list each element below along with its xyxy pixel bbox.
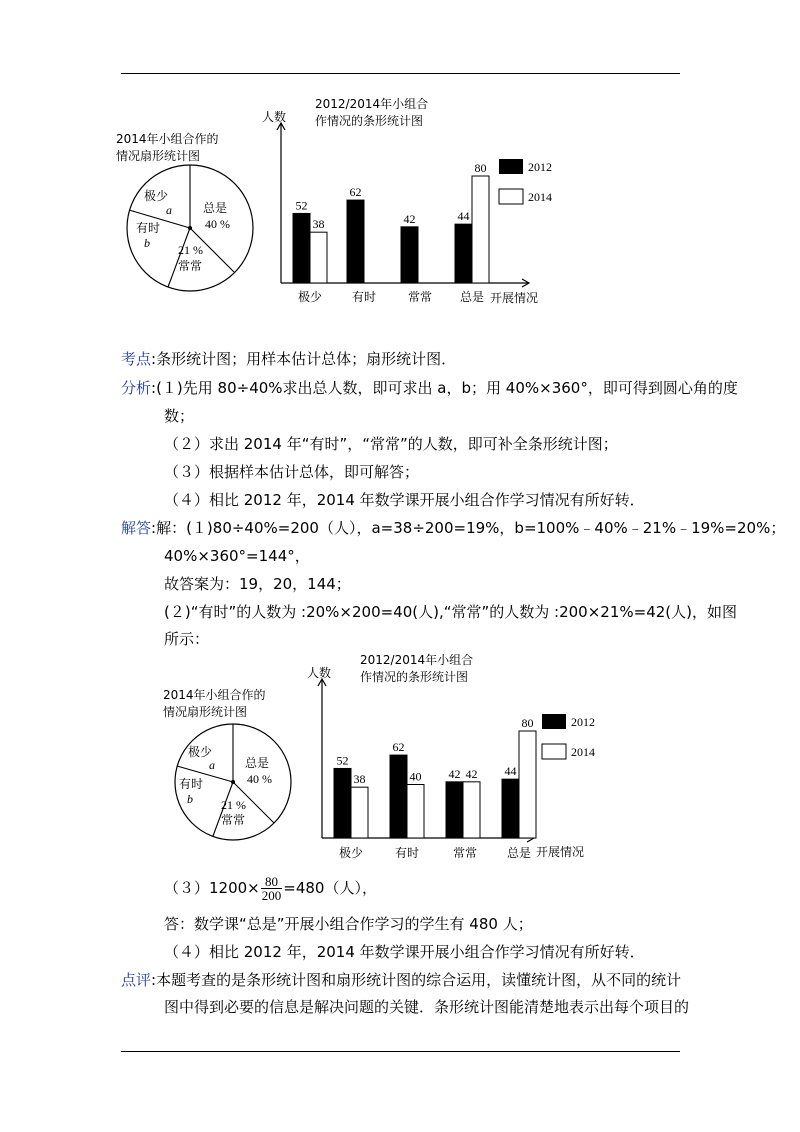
- jieda-text-1: :解：(１)80÷40%=200（人），a=38÷200=19%，b=100%﹣40%﹣21%﹣19%=20%；: [151, 519, 786, 537]
- pie-label-zongshi-pct: 40 %: [205, 217, 230, 231]
- y-axis-label: 人数: [307, 666, 332, 680]
- jieda-4-post: =480（人），: [283, 879, 377, 897]
- bar-marks: [334, 716, 536, 838]
- legend-2014-swatch: [499, 189, 523, 204]
- fenxi-text-1: :(１)先用 80÷40%求出总人数，即可求出 a，b；用 40%×360°，即可得到圆心角的度: [151, 379, 738, 397]
- bar-value-label-zongshi-2014: 80: [521, 716, 534, 730]
- bar-value-label-zongshi-2012: 44: [504, 764, 517, 779]
- pie-label-changchang-pct: 21 %: [221, 798, 246, 812]
- bar-title-line1: 2012/2014年小组合: [360, 653, 474, 667]
- fenxi-label: 分析: [121, 379, 152, 397]
- x-tick-label-youshi: 有时: [394, 846, 420, 860]
- pie-label-youshi-var: b: [144, 236, 150, 250]
- bar-value-label-jishao-2012: 52: [336, 753, 349, 768]
- dianping-label: 点评: [121, 971, 152, 989]
- bar-changchang-2012: [446, 782, 463, 838]
- legend-2012-label: 2012: [571, 715, 595, 729]
- pie-label-youshi-var: b: [187, 792, 193, 806]
- x-tick-label-changchang: 常常: [452, 846, 478, 860]
- fraction-denominator: 200: [261, 888, 282, 903]
- bar-youshi-2014: [407, 785, 424, 839]
- fenxi-line-1b: 数；: [164, 407, 195, 425]
- x-tick-label-jishao: 极少: [338, 846, 364, 860]
- kaodian-text: :条形统计图；用样本估计总体；扇形统计图．: [151, 350, 457, 368]
- fenxi-line-2: （２）求出 2014 年“有时”，“常常”的人数，即可补全条形统计图；: [164, 435, 618, 453]
- figure-1: [110, 96, 580, 312]
- x-tick-labels: [298, 289, 484, 304]
- jieda-line-3: (２)“有时”的人数为 :20%×200=40(人),“常常”的人数为 :200×21%=42(人)，如图: [164, 603, 737, 621]
- jieda-line-6: （４）相比 2012 年，2014 年数学课开展小组合作学习情况有所好转．: [164, 943, 645, 961]
- jieda-line-5: 答：数学课“总是”开展小组合作学习的学生有 480 人；: [164, 915, 533, 933]
- fenxi-line-1: [121, 378, 738, 398]
- bar-value-label-youshi-2012: 62: [349, 185, 362, 200]
- bar-jishao-2012: [293, 213, 310, 283]
- pie-label-changchang: 常常: [178, 259, 203, 273]
- x-axis-label: 开展情况: [490, 291, 539, 305]
- bottom-rule: [121, 1051, 680, 1052]
- pie-title-line2: 情况扇形统计图: [163, 705, 248, 719]
- bar-value-label-jishao-2014: 38: [353, 772, 366, 787]
- dianping-text-1: :本题考查的是条形统计图和扇形统计图的综合运用，读懂统计图，从不同的统计: [151, 971, 682, 989]
- bar-value-label-jishao-2012: 52: [295, 198, 308, 213]
- x-tick-label-jishao: 极少: [297, 290, 323, 304]
- bar-value-label-jishao-2014: 38: [312, 217, 325, 232]
- bar-title-line2: 作情况的条形统计图: [315, 114, 424, 128]
- bar-zongshi-2012: [455, 224, 472, 283]
- bar-value-label-zongshi-2012: 44: [457, 209, 470, 224]
- bar-changchang-2012: [401, 227, 418, 283]
- fraction-numerator: 80: [261, 875, 283, 889]
- bar-title-line1: 2012/2014年小组合: [315, 97, 429, 111]
- pie-label-zongshi: 总是: [245, 756, 270, 770]
- fraction-80-over-200: [261, 875, 283, 902]
- bar-zongshi-2012: [502, 779, 519, 838]
- pie-label-youshi: 有时: [179, 777, 204, 791]
- bar-value-label-youshi-2014: 40: [409, 769, 422, 784]
- bar-value-label-changchang-2012: 42: [403, 211, 416, 226]
- jieda-line-1: [121, 518, 785, 538]
- pie-label-jishao-var: a: [209, 758, 215, 772]
- bar-jishao-2012: [334, 768, 351, 838]
- kaodian-line: [121, 349, 456, 369]
- figure-2: [157, 652, 637, 864]
- pie-title-line2: 情况扇形统计图: [116, 149, 201, 163]
- pie-label-zongshi: 总是: [203, 201, 228, 215]
- bar-value-label-zongshi-2014: 80: [474, 161, 487, 175]
- legend-2012-label: 2012: [528, 160, 552, 174]
- x-tick-label-changchang: 常常: [407, 290, 433, 304]
- x-tick-label-zongshi: 总是: [459, 290, 485, 304]
- pie-label-jishao: 极少: [188, 745, 213, 759]
- fenxi-line-4: （４）相比 2012 年，2014 年数学课开展小组合作学习情况有所好转．: [164, 491, 645, 509]
- bar-changchang-2014: [463, 782, 480, 838]
- legend-2012-swatch: [542, 714, 566, 729]
- bar-zongshi-2014: [472, 176, 489, 283]
- pie-label-youshi: 有时: [136, 221, 161, 235]
- legend-2012-swatch: [499, 159, 523, 174]
- jieda-label: 解答: [121, 519, 152, 537]
- bar-jishao-2014: [351, 787, 368, 838]
- pie-label-jishao: 极少: [144, 189, 169, 203]
- figure-2-svg: [157, 652, 637, 864]
- bar-zongshi-2014: [519, 731, 536, 838]
- bar-jishao-2014: [310, 232, 327, 283]
- bar-value-label-changchang-2012: 42: [448, 766, 461, 781]
- legend-2014-label: 2014: [571, 745, 595, 759]
- pie-center-dot: [188, 226, 192, 230]
- top-rule: [121, 73, 680, 74]
- jieda-line-4: [164, 872, 377, 904]
- pie-title-line1: 2014年小组合作的: [163, 688, 266, 702]
- y-axis-label: 人数: [262, 110, 287, 124]
- figure-1-svg: [110, 96, 580, 312]
- jieda-4-pre: （３）1200×: [164, 879, 260, 897]
- x-tick-label-zongshi: 总是: [506, 846, 532, 860]
- bar-value-label-changchang-2014: 42: [465, 766, 478, 781]
- jieda-line-3b: 所示：: [164, 630, 210, 648]
- legend-2014-label: 2014: [528, 190, 552, 204]
- x-tick-label-youshi: 有时: [351, 290, 377, 304]
- bar-marks: [293, 161, 489, 283]
- legend-2014-swatch: [542, 744, 566, 759]
- pie-center-dot: [231, 780, 235, 784]
- bar-title-line2: 作情况的条形统计图: [360, 670, 469, 684]
- pie-title-line1: 2014年小组合作的: [116, 132, 219, 146]
- pie-label-zongshi-pct: 40 %: [247, 772, 272, 786]
- dianping-line-1: [121, 970, 681, 990]
- bar-value-label-youshi-2012: 62: [392, 740, 405, 755]
- pie-label-jishao-var: a: [166, 203, 172, 217]
- kaodian-label: 考点: [121, 350, 152, 368]
- bar-youshi-2012: [347, 200, 364, 283]
- x-axis-label: 开展情况: [536, 845, 585, 859]
- dianping-line-2: 图中得到必要的信息是解决问题的关键．条形统计图能清楚地表示出每个项目的: [164, 998, 690, 1016]
- bar-youshi-2012: [390, 755, 407, 838]
- x-tick-labels: [339, 845, 531, 860]
- jieda-line-1b: 40%×360°=144°，: [164, 547, 310, 565]
- jieda-line-2: 故答案为：19，20，144；: [164, 575, 351, 593]
- pie-label-changchang: 常常: [221, 813, 246, 827]
- fenxi-line-3: （３）根据样本估计总体，即可解答；: [164, 463, 420, 481]
- pie-label-changchang-pct: 21 %: [178, 243, 203, 257]
